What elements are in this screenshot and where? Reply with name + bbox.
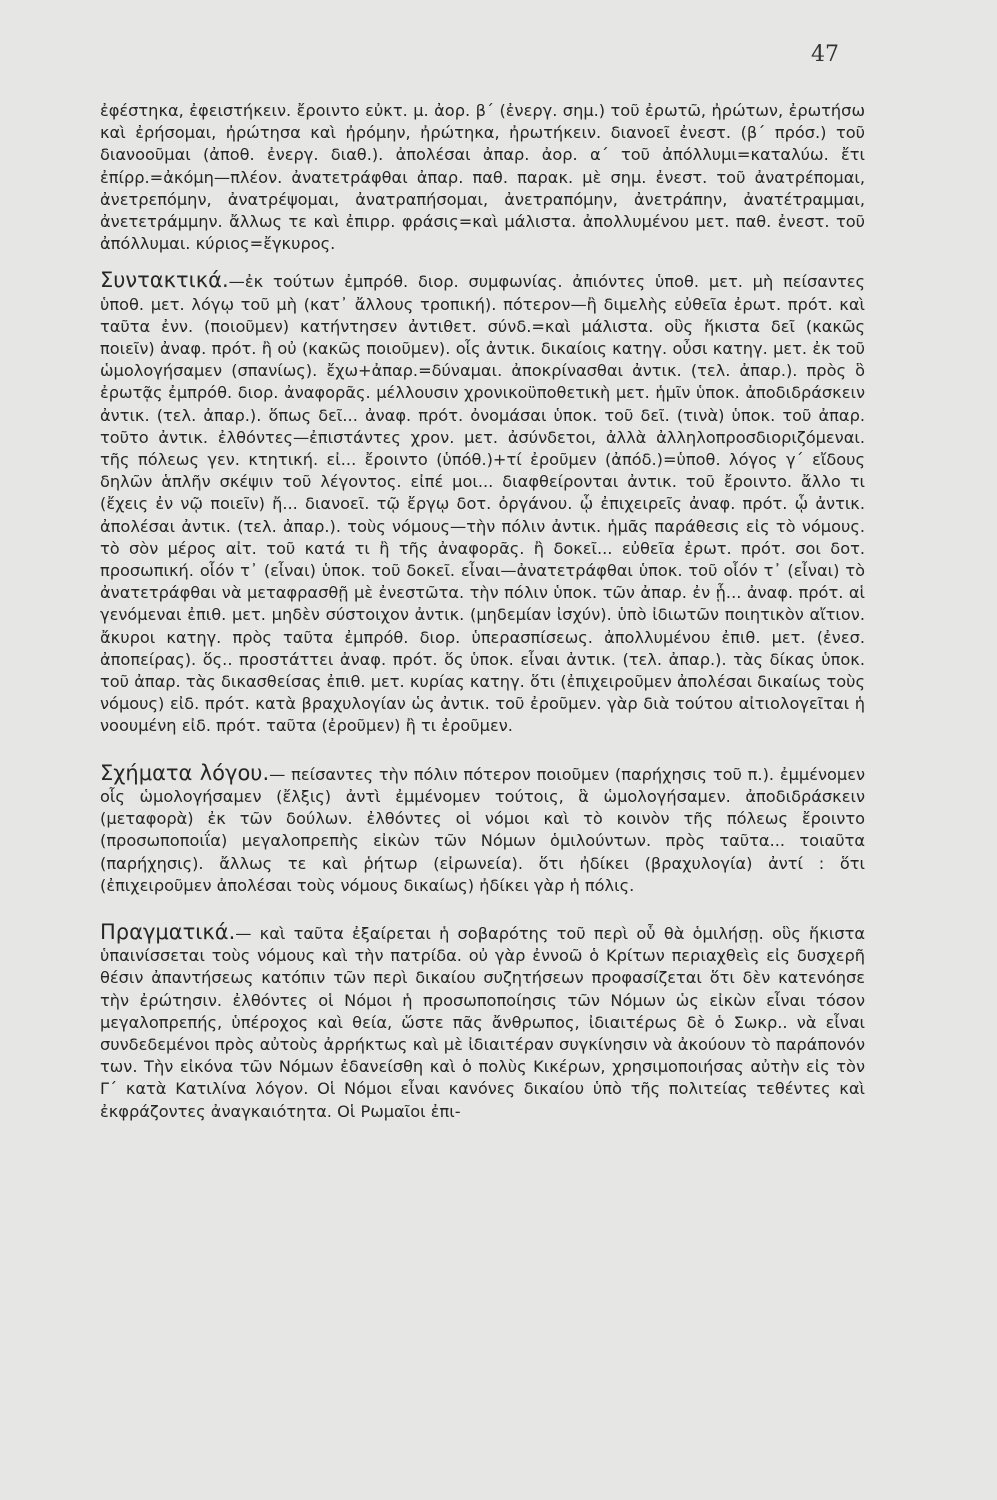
realia-text: — καὶ ταῦτα ἐξαίρεται ἡ σοβαρότης τοῦ περὶ οὗ θὰ ὁμιλήσῃ. οὓς ἥκιστα ὑπαινίσσεται τοὺς νόμους καὶ τὴν πατρίδα. οὐ γὰρ ἐννοῶ ὁ Κρίτων περιαχθεὶς εἰς δυσχερῆ θέσιν ἀπαντήσεως κατόπιν τῶν περὶ δικαίου συζητήσεων προφασίζεται ὅτι δὲν κατενόησε τὴν ἐρώτησιν. ἐλθόντες οἱ Νόμοι ἡ προσωποποίησις τῶν Νόμων ὡς εἰκὼν εἶναι τόσον μεγαλοπρεπής, ὑπέροχος καὶ θεία, ὥστε πᾶς ἄνθρωπος, ἰδιαιτέρως δὲ ὁ Σωκρ.. νὰ εἶναι συνδεδεμένοι πρὸς αὐτοὺς ἀρρήκτως καὶ μὲ ἰδιαιτέραν συγκίνησιν νὰ ἀκούουν τὸ παράπονόν των. Τὴν εἰκόνα τῶν Νόμων ἐδανείσθη καὶ ὁ πολὺς Κικέρων, χρησιμοποιήσας αὐτὴν εἰς τὸν Γ΄ κατὰ Κατιλίνα λόγον. Οἱ Νόμοι εἶναι κανόνες δικαίου ὑπὸ τῆς πολιτείας τεθέντες καὶ ἐκφράζοντες ἀναγκαιότητα. Οἱ Ρωμαῖοι ἐπι- [100, 923, 865, 1121]
vocabulary-paragraph: ἐφέστηκα, ἐφειστήκειν. ἔροιντο εὐκτ. μ. ἀορ. β΄ (ἐνεργ. σημ.) τοῦ ἐρωτῶ, ἠρώτων, ἐρωτήσω καὶ ἐρήσομαι, ἠρώτησα καὶ ἠρόμην, ἠρώτηκα, ἠρωτήκειν. διανοεῖ ἐνεστ. (β΄ πρόσ.) τοῦ διανοοῦμαι (ἀποθ. ἐνεργ. διαθ.). ἀπολέσαι ἀπαρ. ἀορ. α΄ τοῦ ἀπόλλυμι=καταλύω. ἔτι ἐπίρρ.=ἀκόμη—πλέον. ἀνατετράφθαι ἀπαρ. παθ. παρακ. μὲ σημ. ἐνεστ. τοῦ ἀνατρέπομαι, ἀνετρεπόμην, ἀνατρέψομαι, ἀνατραπήσομαι, ἀνετραπόμην, ἀνετράπην, ἀνατέτραμμαι, ἀνετετράμμην. ἄλλως τε καὶ ἐπιρρ. φράσις=καὶ μάλιστα. ἀπολλυμένου μετ. παθ. ἐνεστ. τοῦ ἀπόλλυμαι. κύριος=ἔγκυρος. [100, 101, 865, 254]
figures-of-speech-section [100, 762, 865, 897]
figures-of-speech-heading: Σχήματα λόγου. [100, 760, 270, 785]
page-text [100, 100, 865, 1123]
syntax-section [100, 269, 865, 737]
syntax-text: —ἐκ τούτων ἐμπρόθ. διορ. συμφωνίας. ἀπιόντες ὑποθ. μετ. μὴ πείσαντες ὑποθ. μετ. λόγῳ τοῦ μὴ (κατ᾿ ἄλλους τροπική). πότερον—ἢ διμελὴς εὐθεῖα ἐρωτ. πρότ. καὶ ταῦτα ἐνν. (ποιοῦμεν) κατήντησεν ἀντιθετ. σύνδ.=καὶ μάλιστα. οὓς ἥκιστα δεῖ (κακῶς ποιεῖν) ἀναφ. πρότ. ἢ οὐ (κακῶς ποιοῦμεν). οἷς ἀντικ. δικαίοις κατηγ. οὖσι κατηγ. μετ. ἐκ τοῦ ὡμολογήσαμεν (σπανίως). ἔχω+ἀπαρ.=δύναμαι. ἀποκρίνασθαι ἀντικ. (τελ. ἀπαρ.). πρὸς ὃ ἐρωτᾷς ἐμπρόθ. διορ. ἀναφορᾶς. μέλλουσιν χρονικοϋποθετικὴ μετ. ἡμῖν ὑποκ. ἀποδιδράσκειν ἀντικ. (τελ. ἀπαρ.). ὅπως δεῖ... ἀναφ. πρότ. ὀνομάσαι ὑποκ. τοῦ δεῖ. (τινὰ) ὑποκ. τοῦ ἀπαρ. τοῦτο ἀντικ. ἐλθόντες—ἐπιστάντες χρον. μετ. ἀσύνδετοι, ἀλλὰ ἀλληλοπροσδιοριζόμεναι. τῆς πόλεως γεν. κτητική. εἰ... ἔροιντο (ὑπόθ.)+τί ἐροῦμεν (ἀπόδ.)=ὑποθ. λόγος γ΄ εἴδους δηλῶν ἁπλῆν σκέψιν τοῦ λέγοντος. εἰπέ μοι... διαφθείρονται ἀντικ. τοῦ ἔροιντο. ἄλλο τι (ἔχεις ἐν νῷ ποιεῖν) ἤ... διανοεῖ. τῷ ἔργῳ δοτ. ὀργάνου. ᾧ ἐπιχειρεῖς ἀναφ. πρότ. ᾧ ἀντικ. ἀπολέσαι ἀντικ. (τελ. ἀπαρ.). τοὺς νόμους—τὴν πόλιν ἀντικ. ἡμᾶς παράθεσις εἰς τὸ νόμους. τὸ σὸν μέρος αἰτ. τοῦ κατά τι ἢ τῆς ἀναφορᾶς. ἢ δοκεῖ... εὐθεῖα ἐρωτ. πρότ. σοι δοτ. προσωπική. οἷόν τ᾿ (εἶναι) ὑποκ. τοῦ δοκεῖ. εἶναι—ἀνατετράφθαι ὑποκ. τοῦ οἷόν τ᾿ (εἶναι) τὸ ἀνατετράφθαι νὰ μεταφρασθῇ μὲ ἐνεστῶτα. τὴν πόλιν ὑποκ. τῶν ἀπαρ. ἐν ᾗ... ἀναφ. πρότ. αἱ γενόμεναι ἐπιθ. μετ. μηδὲν σύστοιχον ἀντικ. (μηδεμίαν ἰσχύν). ὑπὸ ἰδιωτῶν ποιητικὸν αἴτιον. ἄκυροι κατηγ. πρὸς ταῦτα ἐμπρόθ. διορ. ὑπερασπίσεως. ἀπολλυμένου ἐπιθ. μετ. (ἐνεσ. ἀποπείρας). ὅς.. προστάττει ἀναφ. πρότ. ὅς ὑποκ. εἶναι ἀντικ. (τελ. ἀπαρ.). τὰς δίκας ὑποκ. τοῦ ἀπαρ. τὰς δικασθείσας ἐπιθ. μετ. κυρίας κατηγ. ὅτι (ἐπιχειροῦμεν ἀπολέσαι δικαίως τοὺς νόμους) εἰδ. πρότ. κατὰ βραχυλογίαν ὡς ἀντικ. τοῦ ἐροῦμεν. γὰρ διὰ τούτου αἰτιολογεῖται ἡ νοουμένη εἰδ. πρότ. ταῦτα (ἐροῦμεν) ἢ τι ἐροῦμεν. [100, 272, 865, 736]
realia-heading: Πραγματικά. [100, 919, 236, 944]
page-number: 47 [811, 42, 839, 67]
realia-section [100, 921, 865, 1123]
syntax-heading: Συντακτικά. [100, 268, 229, 293]
figures-of-speech-text: — πείσαντες τὴν πόλιν πότερον ποιοῦμεν (παρήχησις τοῦ π.). ἐμμένομεν οἷς ὡμολογήσαμεν (ἔλξις) ἀντὶ ἐμμένομεν τούτοις, ἃ ὡμολογήσαμεν. ἀποδιδράσκειν (μεταφορὰ) ἐκ τῶν δούλων. ἐλθόντες οἱ νόμοι καὶ τὸ κοινὸν τῆς πόλεως ἔροιντο (προσωποποιΐα) μεγαλοπρεπὴς εἰκὼν τῶν Νόμων ὁμιλούντων. πρὸς ταῦτα... τοιαῦτα (παρήχησις). ἄλλως τε καὶ ῥήτωρ (εἰρωνεία). ὅτι ἠδίκει (βραχυλογία) ἀντί : ὅτι (ἐπιχειροῦμεν ἀπολέσαι τοὺς νόμους δικαίως) ἠδίκει γὰρ ἡ πόλις. [100, 764, 865, 895]
